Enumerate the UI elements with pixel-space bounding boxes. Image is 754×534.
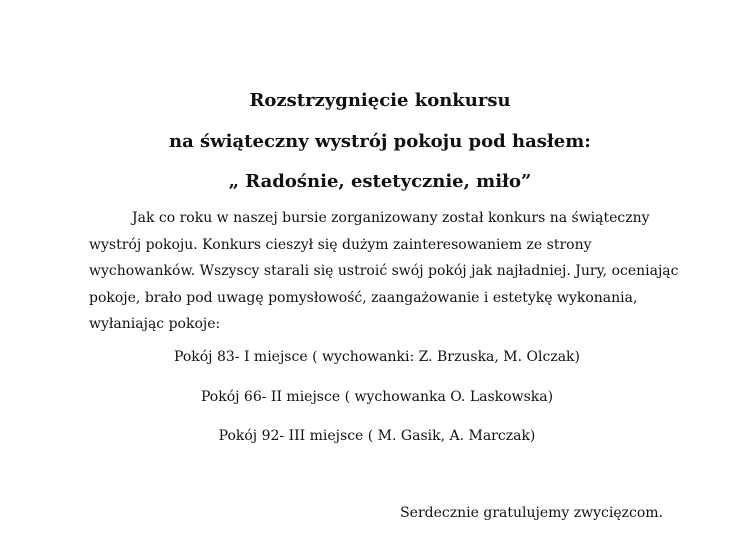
- closing-congratulations: Serdecznie gratulujemy zwycięzcom.: [400, 505, 663, 521]
- body-line: wystrój pokoju. Konkurs cieszył się dużym zainteresowaniem ze strony: [89, 236, 592, 253]
- body-paragraph: [89, 205, 689, 338]
- winner-second-place: Pokój 66- II miejsce ( wychowanka O. Laskowska): [200, 389, 554, 405]
- body-line: wychowanków. Wszyscy starali się ustroić swój pokój jak najładniej. Jury, oceniając: [89, 263, 679, 279]
- title-line-2: na świąteczny wystrój pokoju pod hasłem:: [169, 131, 591, 152]
- body-line: Jak co roku w naszej bursie zorganizowany został konkurs na świąteczny: [132, 210, 650, 226]
- winner-third-place: Pokój 92- III miejsce ( M. Gasik, A. Marczak): [218, 428, 536, 444]
- title-line-1: Rozstrzygnięcie konkursu: [249, 90, 511, 111]
- title-slogan: „ Radośnie, estetycznie, miło”: [228, 171, 532, 192]
- winner-first-place: Pokój 83- I miejsce ( wychowanki: Z. Brzuska, M. Olczak): [173, 349, 581, 365]
- body-line: pokoje, brało pod uwagę pomysłowość, zaangażowanie i estetykę wykonania,: [89, 289, 638, 306]
- body-line: wyłaniając pokoje:: [89, 316, 221, 332]
